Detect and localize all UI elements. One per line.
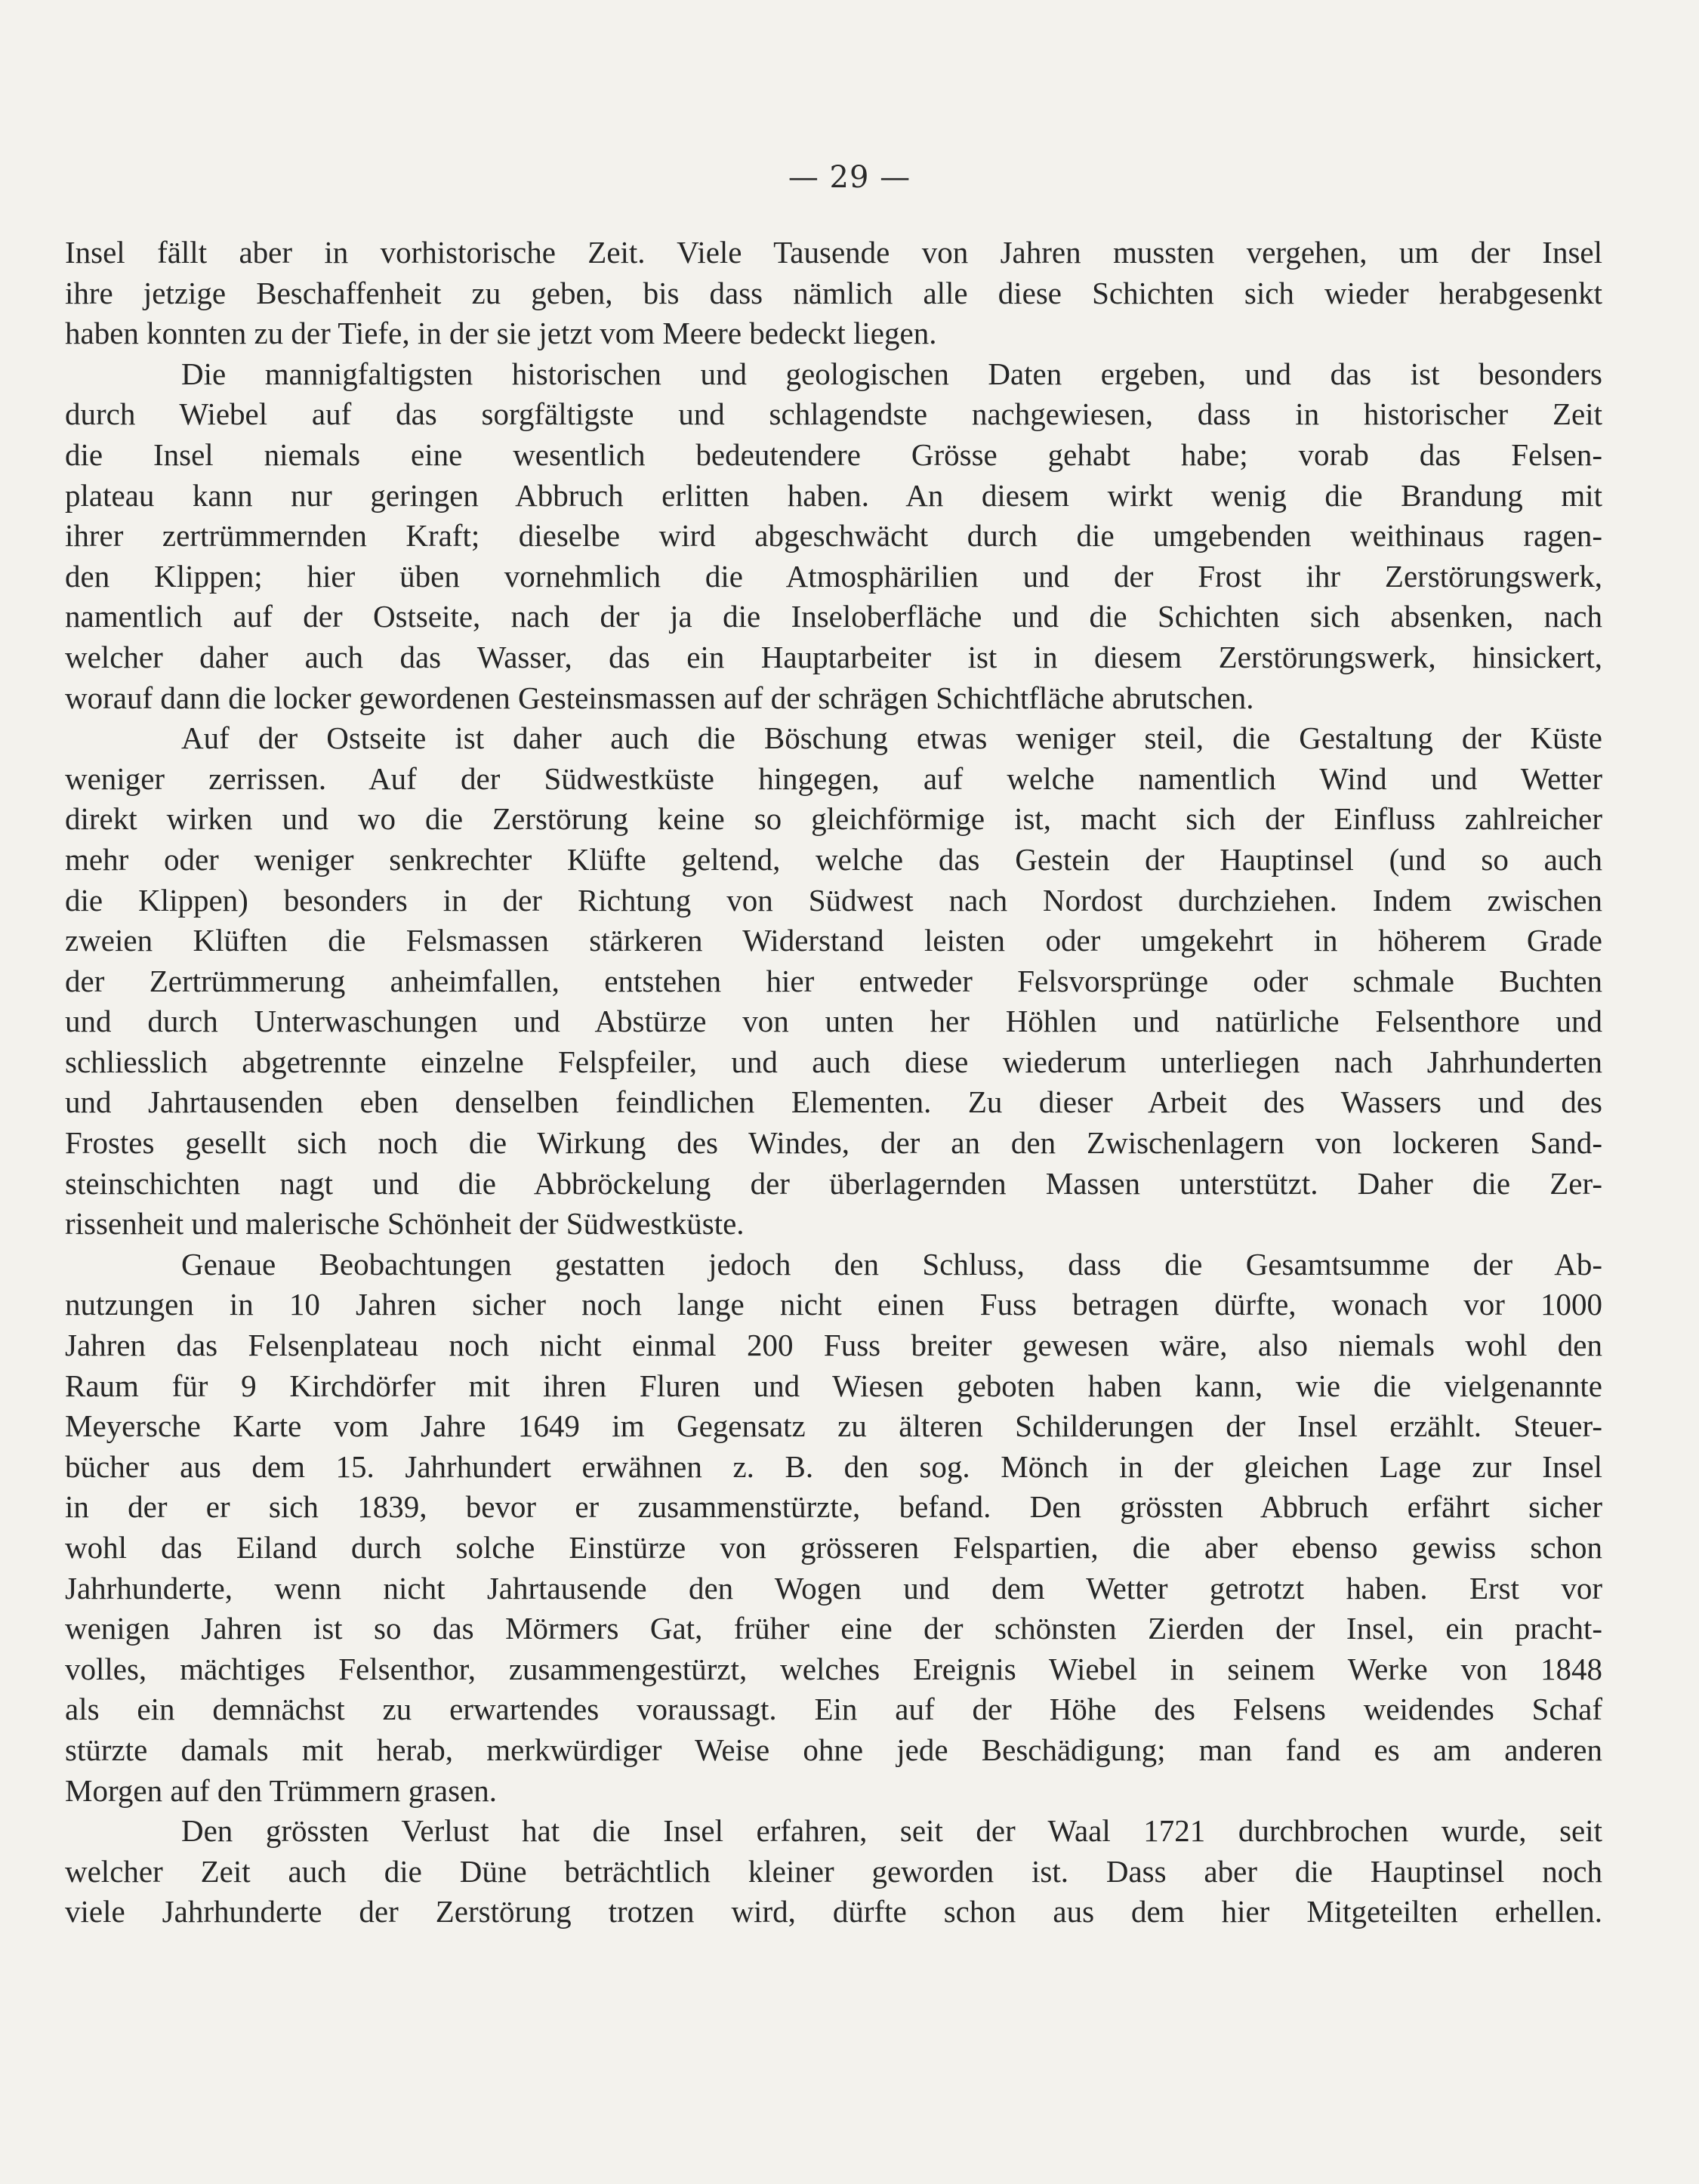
text-line: den Klippen; hier üben vornehmlich die Atmosphärilien und der Frost ihr Zerstörungswerk, — [65, 558, 1602, 594]
text-line: und durch Unterwaschungen und Abstürze von unten her Höhlen und natürliche Felsenthore und — [65, 1004, 1602, 1039]
text-line: stürzte damals mit herab, merkwürdiger Weise ohne jede Beschädigung; man fand es am anderen — [65, 1732, 1602, 1767]
text-line: Auf der Ostseite ist daher auch die Böschung etwas weniger steil, die Gestaltung der Küste — [181, 720, 1602, 756]
text-line: Genaue Beobachtungen gestatten jedoch den Schluss, dass die Gesamtsumme der Ab- — [181, 1246, 1602, 1282]
text-line: viele Jahrhunderte der Zerstörung trotzen wird, dürfte schon aus dem hier Mitgeteilten erhellen. — [65, 1894, 1602, 1930]
text-line: Jahren das Felsenplateau noch nicht einmal 200 Fuss breiter gewesen wäre, also niemals wohl den — [65, 1328, 1602, 1363]
text-line: volles, mächtiges Felsenthor, zusammengestürzt, welches Ereignis Wiebel in seinem Werke von 1848 — [65, 1651, 1602, 1686]
text-line: nutzungen in 10 Jahren sicher noch lange nicht einen Fuss betragen dürfte, wonach vor 1000 — [65, 1287, 1602, 1322]
text-line: namentlich auf der Ostseite, nach der ja die Inseloberfläche und die Schichten sich absenken, nach — [65, 599, 1602, 634]
text-line: ihrer zertrümmernden Kraft; dieselbe wird abgeschwächt durch die umgebenden weithinaus ragen- — [65, 518, 1602, 554]
text-line: ihre jetzige Beschaffenheit zu geben, bis dass nämlich alle diese Schichten sich wieder herabgesenkt — [65, 275, 1602, 310]
text-line: bücher aus dem 15. Jahrhundert erwähnen z. B. den sog. Mönch in der gleichen Lage zur Insel — [65, 1448, 1602, 1484]
text-line: mehr oder weniger senkrechter Klüfte geltend, welche das Gestein der Hauptinsel (und so auch — [65, 841, 1602, 877]
text-line: weniger zerrissen. Auf der Südwestküste hingegen, auf welche namentlich Wind und Wetter — [65, 760, 1602, 796]
text-line: Morgen auf den Trümmern grasen. — [65, 1772, 498, 1808]
text-line: steinschichten nagt und die Abbröckelung der überlagernden Massen unterstützt. Daher die Zer- — [65, 1165, 1602, 1201]
text-line: Insel fällt aber in vorhistorische Zeit. Viele Tausende von Jahren mussten vergehen, um der Insel — [65, 235, 1602, 270]
text-line: Raum für 9 Kirchdörfer mit ihren Fluren und Wiesen geboten haben kann, wie die vielgenannte — [65, 1368, 1602, 1403]
text-line: Die mannigfaltigsten historischen und geologischen Daten ergeben, und das ist besonders — [181, 356, 1602, 391]
text-line: welcher Zeit auch die Düne beträchtlich kleiner geworden ist. Dass aber die Hauptinsel noch — [65, 1853, 1602, 1889]
text-line: die Insel niemals eine wesentlich bedeutendere Grösse gehabt habe; vorab das Felsen- — [65, 436, 1602, 472]
body-text — [65, 233, 1602, 1933]
text-line: wenigen Jahren ist so das Mörmers Gat, früher eine der schönsten Zierden der Insel, ein pracht- — [65, 1611, 1602, 1646]
text-line: Meyersche Karte vom Jahre 1649 im Gegensatz zu älteren Schilderungen der Insel erzählt. Steuer- — [65, 1408, 1602, 1444]
text-line: schliesslich abgetrennte einzelne Felspfeiler, und auch diese wiederum unterliegen nach Jahrhunderten — [65, 1044, 1602, 1079]
text-line: zweien Klüften die Felsmassen stärkeren Widerstand leisten oder umgekehrt in höherem Grade — [65, 923, 1602, 958]
text-line: Frostes gesellt sich noch die Wirkung des Windes, der an den Zwischenlagern von lockeren Sand- — [65, 1125, 1602, 1161]
text-line: und Jahrtausenden eben denselben feindlichen Elementen. Zu dieser Arbeit des Wassers und des — [65, 1084, 1602, 1120]
text-line: Den grössten Verlust hat die Insel erfahren, seit der Waal 1721 durchbrochen wurde, seit — [181, 1813, 1602, 1849]
text-line: plateau kann nur geringen Abbruch erlitten haben. An diesem wirkt wenig die Brandung mit — [65, 477, 1602, 513]
text-line: welcher daher auch das Wasser, das ein Hauptarbeiter ist in diesem Zerstörungswerk, hinsickert, — [65, 639, 1602, 674]
text-line: in der er sich 1839, bevor er zusammenstürzte, befand. Den grössten Abbruch erfährt sicher — [65, 1489, 1602, 1525]
text-line: die Klippen) besonders in der Richtung von Südwest nach Nordost durchziehen. Indem zwischen — [65, 882, 1602, 918]
text-line: Jahrhunderte, wenn nicht Jahrtausende den Wogen und dem Wetter getrotzt haben. Erst vor — [65, 1570, 1602, 1606]
text-line: durch Wiebel auf das sorgfältigste und schlagendste nachgewiesen, dass in historischer Zeit — [65, 396, 1602, 432]
text-line: als ein demnächst zu erwartendes voraussagt. Ein auf der Höhe des Felsens weidendes Schaf — [65, 1692, 1602, 1727]
text-line: haben konnten zu der Tiefe, in der sie jetzt vom Meere bedeckt liegen. — [65, 316, 937, 351]
page-number: — 29 — — [788, 160, 911, 195]
text-line: der Zertrümmerung anheimfallen, entstehen hier entweder Felsvorsprünge oder schmale Buchten — [65, 963, 1602, 998]
text-line: direkt wirken und wo die Zerstörung keine so gleichförmige ist, macht sich der Einfluss zahlreicher — [65, 801, 1602, 837]
text-line: wohl das Eiland durch solche Einstürze von grösseren Felspartien, die aber ebenso gewiss schon — [65, 1530, 1602, 1565]
text-line: rissenheit und malerische Schönheit der Südwestküste. — [65, 1206, 745, 1242]
text-line: worauf dann die locker gewordenen Gesteinsmassen auf der schrägen Schichtfläche abrutschen. — [65, 680, 1254, 715]
